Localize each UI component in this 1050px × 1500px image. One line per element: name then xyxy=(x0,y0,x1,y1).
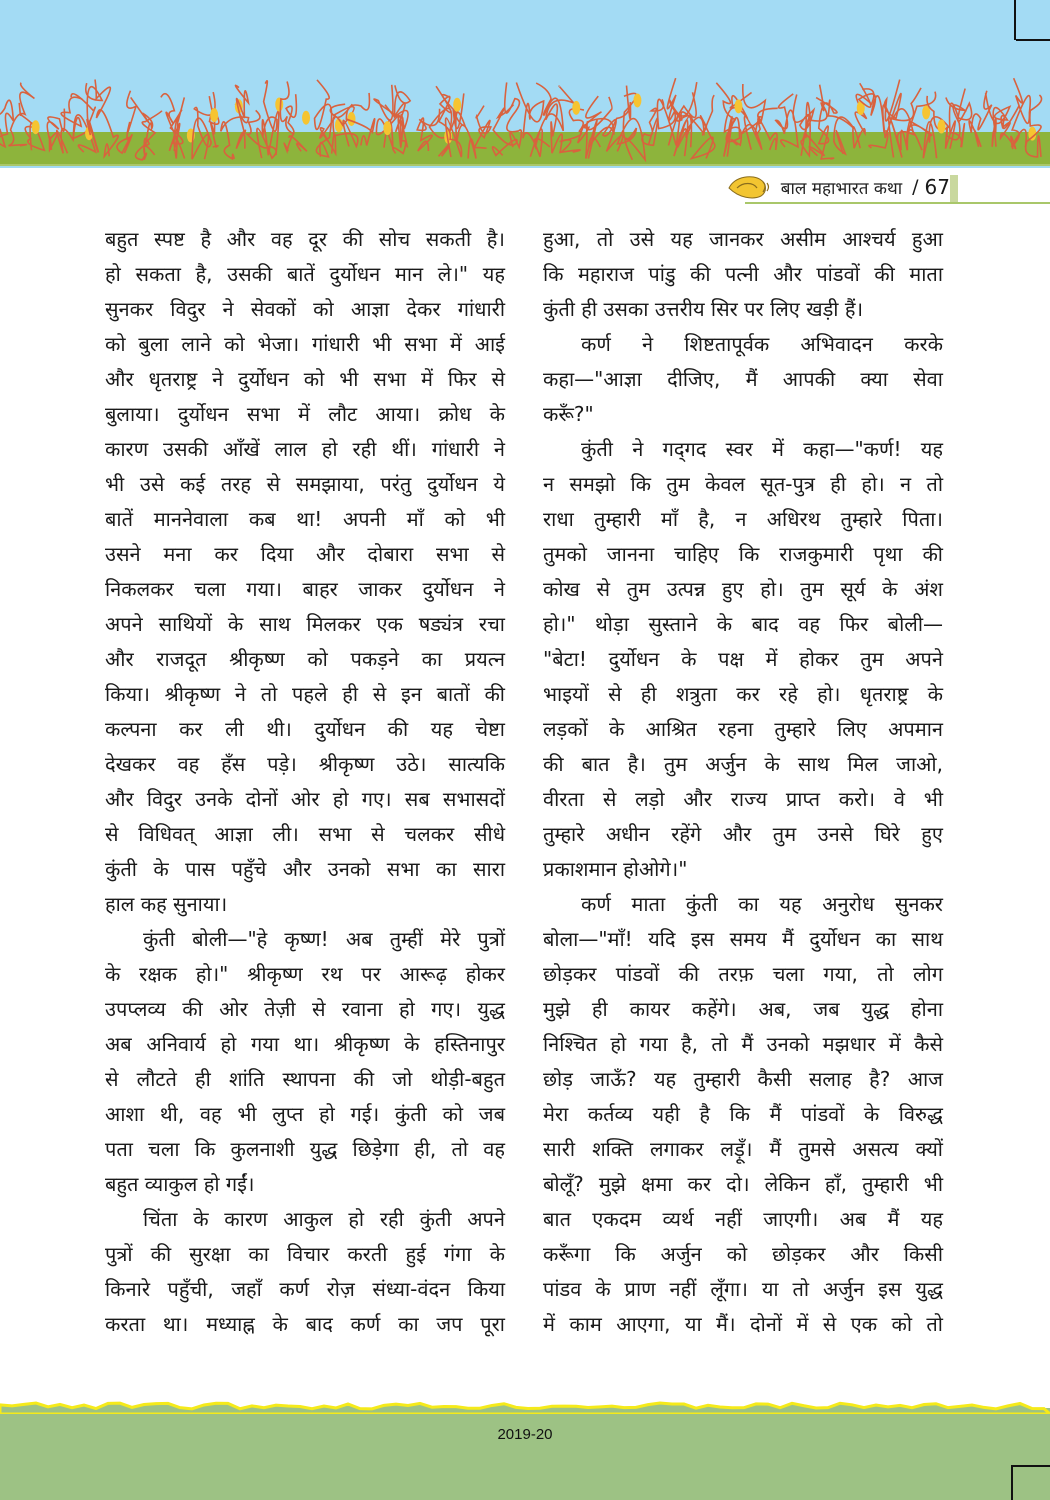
text-line: करूँ?" xyxy=(543,402,594,426)
text-line: बोलूँ? मुझे क्षमा कर दो। लेकिन हाँ, तुम्हारी भी xyxy=(543,1172,943,1196)
text-line: कहा—"आज्ञा दीजिए, मैं आपकी क्या सेवा xyxy=(543,367,943,391)
text-line: से लौटते ही शांति स्थापना की जो थोड़ी-बहुत xyxy=(105,1067,505,1091)
text-line: करूँगा कि अर्जुन को छोड़कर और किसी xyxy=(543,1242,943,1266)
text-line: राधा तुम्हारी माँ है, न अधिरथ तुम्हारे पिता। xyxy=(543,507,943,531)
text-line: कुंती बोली—"हे कृष्ण! अब तुम्हीं मेरे पुत्रों xyxy=(143,927,505,951)
text-line: बात एकदम व्यर्थ नहीं जाएगी। अब मैं यह xyxy=(543,1207,943,1231)
page-number: 67 xyxy=(924,175,950,199)
crop-mark-top-horizontal xyxy=(1016,39,1050,41)
figure-stroke xyxy=(1026,95,1042,157)
figure-stroke xyxy=(417,109,439,151)
header-rule xyxy=(745,202,1050,204)
text-line: छोड़कर पांडवों की तरफ़ चला गया, तो लोग xyxy=(543,962,943,986)
figure-stroke xyxy=(86,83,102,152)
text-line: पुत्रों की सुरक्षा का विचार करती हुई गंगा के xyxy=(105,1242,505,1266)
text-line: देखकर वह हँस पड़े। श्रीकृष्ण उठे। सात्यकि xyxy=(105,752,505,776)
text-line: कर्ण माता कुंती का यह अनुरोध सुनकर xyxy=(581,892,943,916)
battle-figures-illustration xyxy=(0,40,1050,165)
figure-fill xyxy=(572,101,580,115)
text-line: हाल कह सुनाया। xyxy=(105,892,228,916)
text-line: चिंता के कारण आकुल हो रही कुंती अपने xyxy=(143,1207,505,1231)
text-line: किया। श्रीकृष्ण ने तो पहले ही से इन बातों की xyxy=(105,682,505,706)
footer-band xyxy=(0,1408,1050,1500)
text-line: बहुत स्पष्ट है और वह दूर की सोच सकती है। xyxy=(105,227,505,251)
figure-stroke xyxy=(0,95,13,146)
text-line: हो।" थोड़ा सुस्ताने के बाद वह फिर बोली— xyxy=(543,612,943,636)
text-line: आशा थी, वह भी लुप्त हो गई। कुंती को जब xyxy=(105,1102,505,1126)
text-line: बुलाया। दुर्योधन सभा में लौट आया। क्रोध के xyxy=(105,402,505,426)
figure-stroke xyxy=(315,80,332,157)
figure-stroke xyxy=(853,89,874,148)
figure-stroke xyxy=(71,94,95,152)
text-line: अपने साथियों के साथ मिलकर एक षड्यंत्र रचा xyxy=(105,612,505,636)
text-line: के रक्षक हो।" श्रीकृष्ण रथ पर आरूढ़ होकर xyxy=(105,962,505,986)
text-line: छोड़ जाऊँ? यह तुम्हारी कैसी सलाह है? आज xyxy=(543,1067,943,1091)
figure-stroke xyxy=(95,80,118,157)
text-line: हो सकता है, उसकी बातें दुर्योधन मान ले।" यह xyxy=(105,262,505,286)
text-line: किनारे पहुँची, जहाँ कर्ण रोज़ संध्या-वंदन किया xyxy=(105,1277,505,1301)
figure-stroke xyxy=(677,92,704,147)
text-line: कल्पना कर ली थी। दुर्योधन की यह चेष्टा xyxy=(105,717,505,741)
crop-mark-bottom-horizontal xyxy=(1011,1465,1050,1467)
book-title: बाल महाभारत कथा xyxy=(780,178,903,199)
figure-fill xyxy=(633,93,641,107)
header-banner xyxy=(0,0,1050,168)
text-line: तुमको जानना चाहिए कि राजकुमारी पृथा की xyxy=(543,542,943,566)
figure-fill xyxy=(734,99,742,113)
text-line: की बात है। तुम अर्जुन के साथ मिल जाओ, xyxy=(543,752,943,776)
figure-stroke xyxy=(642,99,664,145)
text-line: कर्ण ने शिष्टतापूर्वक अभिवादन करके xyxy=(581,332,943,356)
crop-mark-bottom-vertical xyxy=(1011,1467,1013,1500)
figure-stroke xyxy=(986,93,1010,147)
text-line: पांडव के प्राण नहीं लूँगा। या तो अर्जुन इस युद्ध xyxy=(543,1277,943,1301)
text-line: उपप्लव्य की ओर तेज़ी से रवाना हो गए। युद्ध xyxy=(105,997,505,1021)
text-line: में काम आएगा, या मैं। दोनों में से एक को तो xyxy=(543,1312,943,1336)
text-line: बातें माननेवाला कब था! अपनी माँ को भी xyxy=(105,507,505,531)
figure-fill xyxy=(937,120,945,134)
figure-stroke xyxy=(742,84,765,150)
text-line: लड़कों के आश्रित रहना तुम्हारे लिए अपमान xyxy=(543,717,943,741)
text-line: सुनकर विदुर ने सेवकों को आज्ञा देकर गांधारी xyxy=(105,297,505,321)
crop-mark-top-vertical xyxy=(1014,0,1016,40)
figure-fill xyxy=(453,98,461,112)
figure-fill xyxy=(32,120,40,134)
text-line: कारण उसकी आँखें लाल हो रही थीं। गांधारी ने xyxy=(105,437,505,461)
text-line: कुंती के पास पहुँचे और उनको सभा का सारा xyxy=(105,857,505,881)
text-line: और राजदूत श्रीकृष्ण को पकड़ने का प्रयत्न xyxy=(105,647,505,671)
text-line: करता था। मध्याह्न के बाद कर्ण का जप पूरा xyxy=(105,1312,505,1336)
edition-year: 2019-20 xyxy=(497,1426,553,1443)
text-line: बोला—"माँ! यदि इस समय मैं दुर्योधन का साथ xyxy=(543,927,943,951)
text-line: से विधिवत् आज्ञा ली। सभा से चलकर सीधे xyxy=(105,822,505,846)
header-separator: / xyxy=(912,176,919,198)
text-line: निश्चित हो गया है, तो मैं उनको मझधार में कैसे xyxy=(543,1032,943,1056)
text-line: सारी शक्ति लगाकर लड़ूँ। मैं तुमसे असत्य क्यों xyxy=(543,1137,943,1161)
figure-stroke xyxy=(474,106,491,149)
text-line: कि महाराज पांडु की पत्नी और पांडवों की माता xyxy=(543,262,943,286)
text-line: कोख से तुम उत्पन्न हुए हो। तुम सूर्य के अंश xyxy=(543,577,943,601)
text-line: प्रकाशमान होओगे।" xyxy=(543,857,688,881)
text-line: उसने मना कर दिया और दोबारा सभा से xyxy=(105,542,505,566)
figure-fill xyxy=(347,112,355,126)
text-line: तुम्हारे अधीन रहेंगे और तुम उनसे घिरे हुए xyxy=(543,822,943,846)
text-line: मेरा कर्तव्य यही है कि मैं पांडवों के विरुद्ध xyxy=(543,1102,943,1126)
running-header xyxy=(727,172,950,202)
text-line: निकलकर चला गया। बाहर जाकर दुर्योधन ने xyxy=(105,577,505,601)
figure-stroke xyxy=(262,81,278,155)
text-line: पता चला कि कुलनाशी युद्ध छिड़ेगा ही, तो वह xyxy=(105,1137,505,1161)
text-line: भी उसे कई तरह से समझाया, परंतु दुर्योधन ये xyxy=(105,472,505,496)
figure-fill xyxy=(383,121,391,135)
wave-path xyxy=(0,1403,1050,1414)
figure-stroke xyxy=(505,82,522,147)
right-text-column xyxy=(543,222,943,1342)
text-line: "बेटा! दुर्योधन के पक्ष में होकर तुम अपने xyxy=(543,647,943,671)
text-line: कुंती ने गद्‌गद स्वर में कहा—"कर्ण! यह xyxy=(581,437,943,461)
figure-fill xyxy=(302,111,310,125)
figure-stroke xyxy=(436,86,462,157)
conch-shell-icon xyxy=(727,174,771,200)
header-accent-bar xyxy=(950,175,958,202)
text-line: हुआ, तो उसे यह जानकर असीम आश्चर्य हुआ xyxy=(543,227,943,251)
text-line: न समझो कि तुम केवल सूत-पुत्र ही हो। न तो xyxy=(543,472,943,496)
footer-wavy-edge xyxy=(0,1398,1050,1414)
figure-stroke xyxy=(716,83,739,157)
text-line: कुंती ही उसका उत्तरीय सिर पर लिए खड़ी हैं। xyxy=(543,297,864,321)
text-line: वीरता से लड़ो और राज्य प्राप्त करो। वे भी xyxy=(543,787,943,811)
text-line: को बुला लाने को भेजा। गांधारी भी सभा में आई xyxy=(105,332,505,356)
figure-fill xyxy=(210,108,218,122)
figure-stroke xyxy=(969,91,992,147)
left-text-column xyxy=(105,222,505,1342)
text-line: और धृतराष्ट्र ने दुर्योधन को भी सभा में फिर से xyxy=(105,367,505,391)
text-line: और विदुर उनके दोनों ओर हो गए। सब सभासदों xyxy=(105,787,505,811)
text-line: अब अनिवार्य हो गया था। श्रीकृष्ण के हस्तिनापुर xyxy=(105,1032,505,1056)
text-line: भाइयों से ही शत्रुता कर रहे हो। धृतराष्ट्र के xyxy=(543,682,943,706)
text-line: मुझे ही कायर कहेंगे। अब, जब युद्ध होना xyxy=(543,997,943,1021)
figure-stroke xyxy=(516,83,543,157)
text-line: बहुत व्याकुल हो गईं। xyxy=(105,1172,255,1196)
